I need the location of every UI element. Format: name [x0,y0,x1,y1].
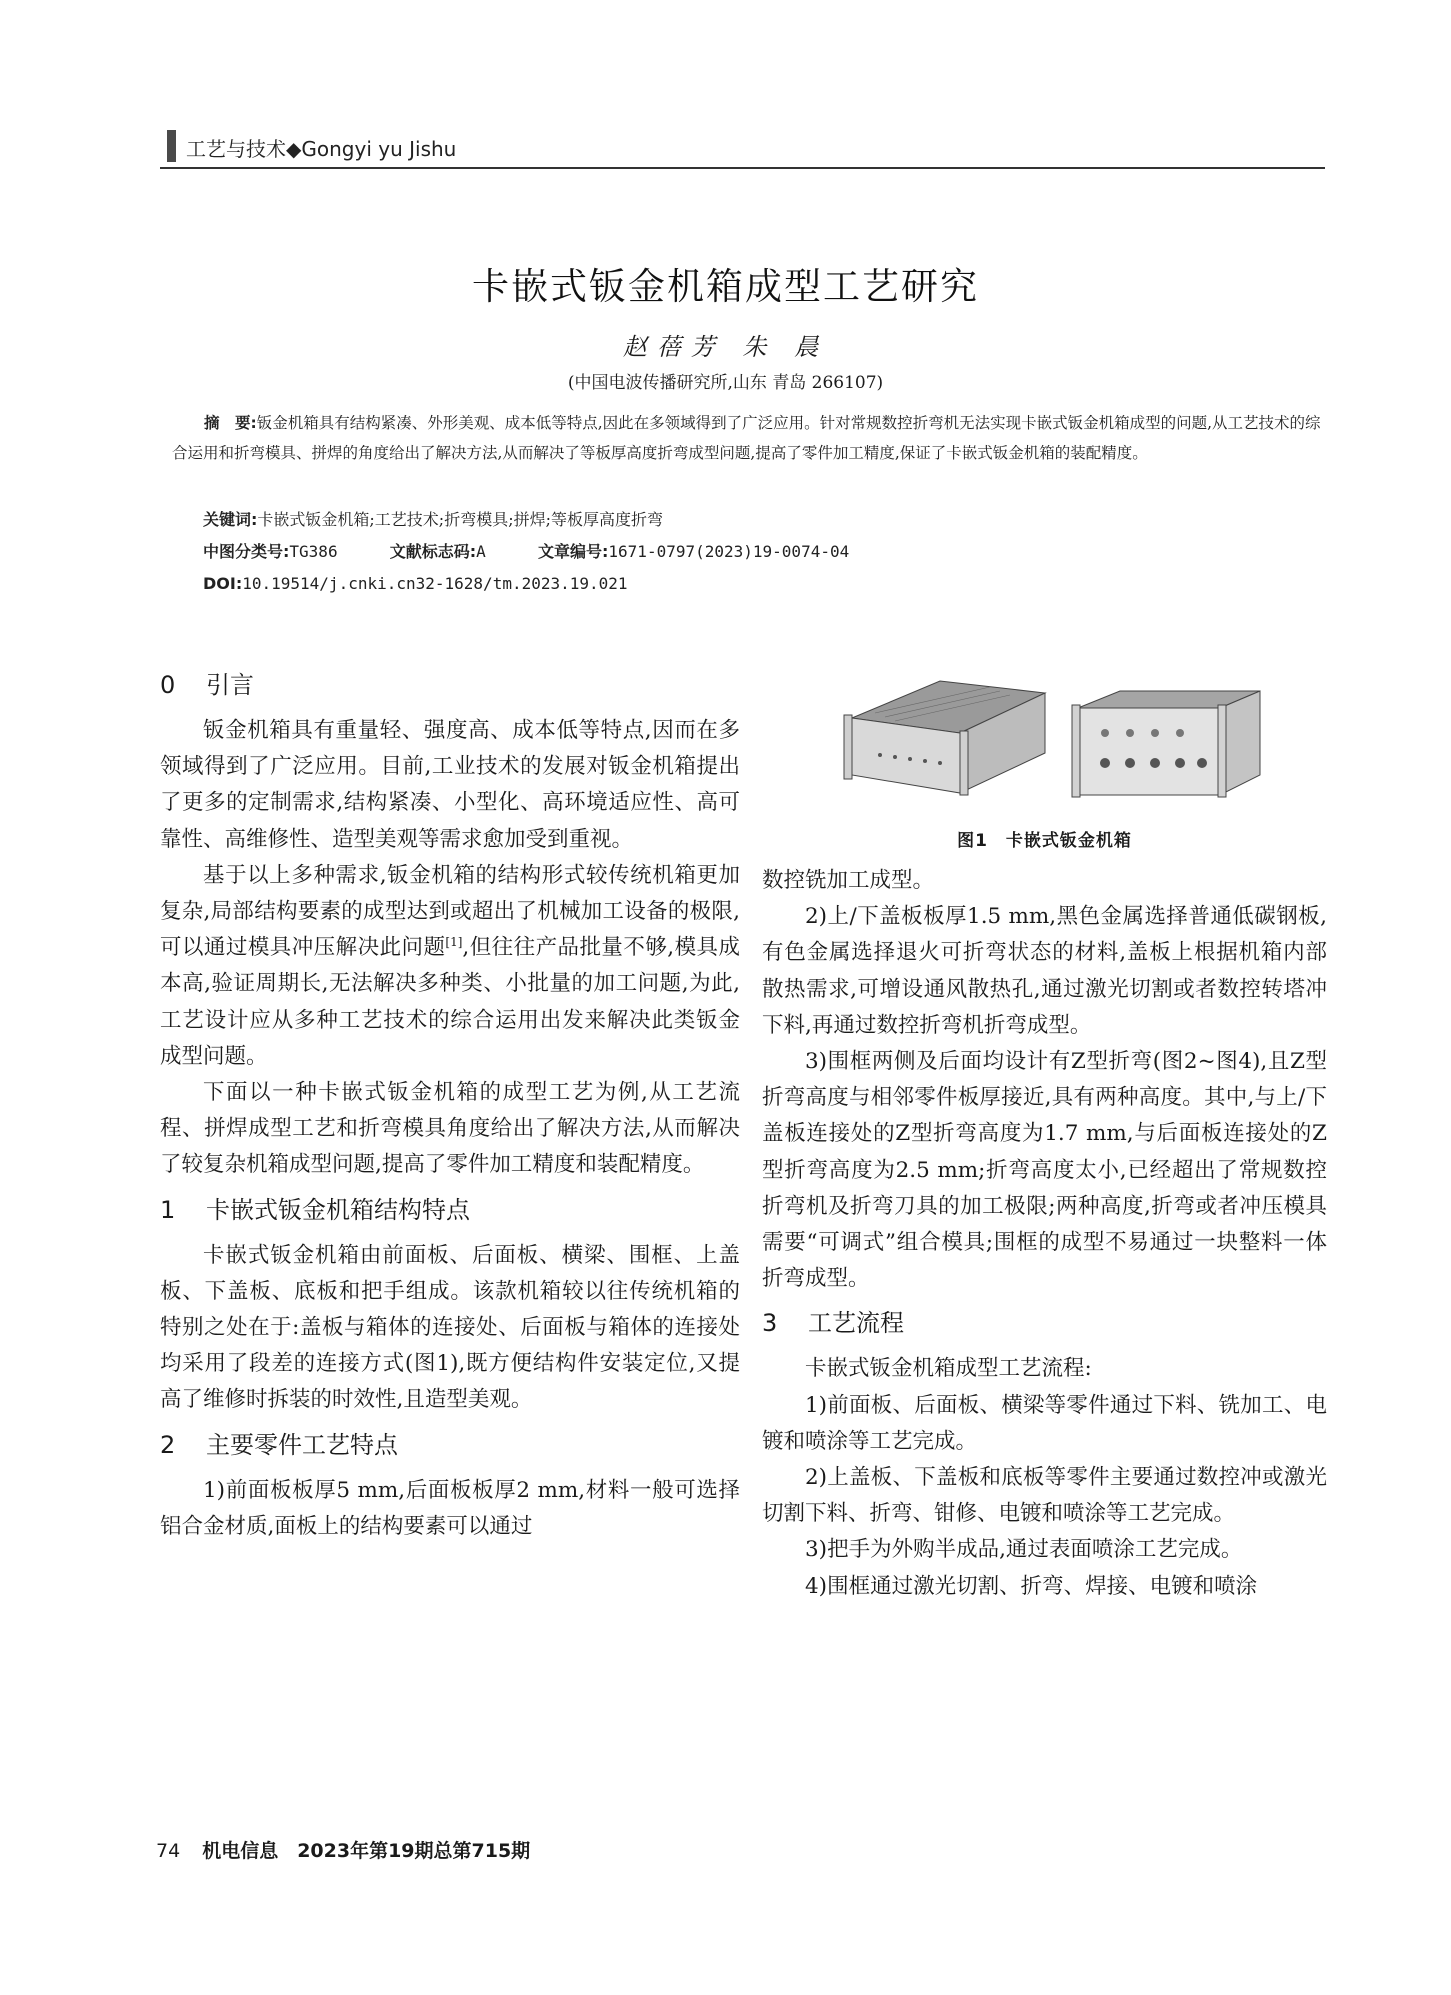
paragraph: 卡嵌式钣金机箱成型工艺流程: [805,1356,1092,1382]
header-section-cn: 工艺与技术 [186,137,286,161]
running-header [186,133,456,162]
paragraph: 3)围框两侧及后面均设计有Z型折弯(图2~图4),且Z型折弯高度与相邻零件板厚接近,具有两种高度。其中,与上/下盖板连接处的Z型折弯高度为1.7 mm,与后面板连接处的Z型折弯高度为2.5 mm;折弯高度太小,已经超出了常规数控折弯机及折弯刀具的加工极限;两种高度,折弯或者冲压模具需要“可调式”组合模具;围框的成型不易通过一块整料一体折弯成型。 [762,1049,1327,1292]
article-affiliation: (中国电波传播研究所,山东 青岛 266107) [567,373,884,393]
chassis-left [844,681,1045,795]
doc-code-value: A [476,542,486,561]
figure-caption: 图1 卡嵌式钣金机箱 [957,831,1132,851]
doi-line [203,569,628,599]
section-title: 工艺流程 [808,1309,904,1338]
section-heading-0 [160,667,740,703]
article-title: 卡嵌式钣金机箱成型工艺研究 [472,265,979,308]
chassis-right [1072,691,1260,797]
abstract [172,408,1327,468]
abstract-text: 钣金机箱具有结构紧凑、外形美观、成本低等特点,因此在多领域得到了广泛应用。针对常规数控折弯机无法实现卡嵌式钣金机箱成型的问题,从工艺技术的综合运用和折弯模具、拼焊的角度给出了解决方法,从而解决了等板厚高度折弯成型问题,提高了零件加工精度,保证了卡嵌式钣金机箱的装配精度。 [172,414,1321,462]
clc-value: TG386 [289,542,338,561]
doi-value: 10.19514/j.cnki.cn32-1628/tm.2023.19.021 [242,574,628,593]
citation-ref: [1] [445,935,463,950]
doc-code-label: 文献标志码: [389,542,477,561]
right-column [762,863,1327,1605]
paragraph: 卡嵌式钣金机箱由前面板、后面板、横梁、围框、上盖板、下盖板、底板和把手组成。该款机箱较以往传统机箱的特别之处在于:盖板与箱体的连接处、后面板与箱体的连接处均采用了段差的连接方式(图1),既方便结构件安装定位,又提高了维修时拆装的时效性,且造型美观。 [160,1242,740,1413]
journal-issue: 机电信息 2023年第19期总第715期 [202,1840,531,1862]
paragraph: 3)把手为外购半成品,通过表面喷涂工艺完成。 [805,1537,1243,1563]
paragraph: 钣金机箱具有重量轻、强度高、成本低等特点,因而在多领域得到了广泛应用。目前,工业技术的发展对钣金机箱提出了更多的定制需求,结构紧凑、小型化、高环境适应性、高可靠性、高维修性、造型美观等需求愈加受到重视。 [160,718,740,852]
header-rule [160,167,1325,169]
classification-line [203,537,849,567]
section-title: 卡嵌式钣金机箱结构特点 [206,1195,470,1224]
paragraph-text: ,但往往产品批量不够,模具成本高,验证周期长,无法解决多种类、小批量的加工问题,为此,工艺设计应从多种工艺技术的综合运用出发来解决此类钣金成型问题。 [160,935,740,1069]
section-title: 引言 [206,671,254,699]
left-column [160,667,740,1545]
section-number: 3 [762,1309,778,1338]
paragraph: 数控铣加工成型。 [762,868,935,893]
paragraph: 2)上/下盖板板厚1.5 mm,黑色金属选择普通低碳钢板,有色金属选择退火可折弯状态的材料,盖板上根据机箱内部散热需求,可增设通风散热孔,通过激光切割或者数控转塔冲下料,再通过数控折弯机折弯成型。 [762,904,1327,1038]
paragraph [160,858,740,1075]
paragraph: 1)前面板板厚5 mm,后面板板厚2 mm,材料一般可选择铝合金材质,面板上的结构要素可以通过 [160,1477,740,1539]
article-no-label: 文章编号: [538,542,609,561]
doi-label: DOI: [203,574,243,593]
keywords-label: 关键词: [203,510,258,529]
section-number: 2 [160,1430,176,1459]
paragraph: 1)前面板、后面板、横梁等零件通过下料、铣加工、电镀和喷涂等工艺完成。 [762,1392,1327,1454]
article-authors: 赵蓓芳 朱 晨 [622,333,829,361]
section-number: 0 [160,671,176,699]
section-number: 1 [160,1195,176,1224]
page-footer [156,1836,530,1863]
header-separator: ◆ [286,137,302,161]
section-heading-3 [762,1305,1327,1341]
paragraph-text: 基于以上多种需求,钣金机箱的结构形式较传统机箱更加复杂,局部结构要素的成型达到或超出了机械加工设备的极限,可以通过模具冲压解决此问题 [160,862,740,961]
section-title: 主要零件工艺特点 [206,1430,398,1459]
clc-label: 中图分类号: [203,542,290,561]
figure-chassis-image [840,663,1280,823]
paragraph: 下面以一种卡嵌式钣金机箱的成型工艺为例,从工艺流程、拼焊成型工艺和折弯模具角度给出了解决方法,从而解决了较复杂机箱成型问题,提高了零件加工精度和装配精度。 [160,1080,740,1178]
page-number: 74 [156,1840,181,1862]
keywords-text: 卡嵌式钣金机箱;工艺技术;折弯模具;拼焊;等板厚高度折弯 [257,510,663,529]
section-heading-2 [160,1427,740,1463]
abstract-label: 摘 要: [204,414,257,432]
header-section-en: Gongyi yu Jishu [301,137,457,161]
paragraph: 2)上盖板、下盖板和底板等零件主要通过数控冲或激光切割下料、折弯、钳修、电镀和喷涂等工艺完成。 [762,1465,1327,1527]
paragraph: 4)围框通过激光切割、折弯、焊接、电镀和喷涂 [805,1573,1258,1599]
section-heading-1 [160,1192,740,1228]
header-bar [167,130,176,162]
article-no-value: 1671-0797(2023)19-0074-04 [608,542,850,561]
keywords [203,505,663,535]
